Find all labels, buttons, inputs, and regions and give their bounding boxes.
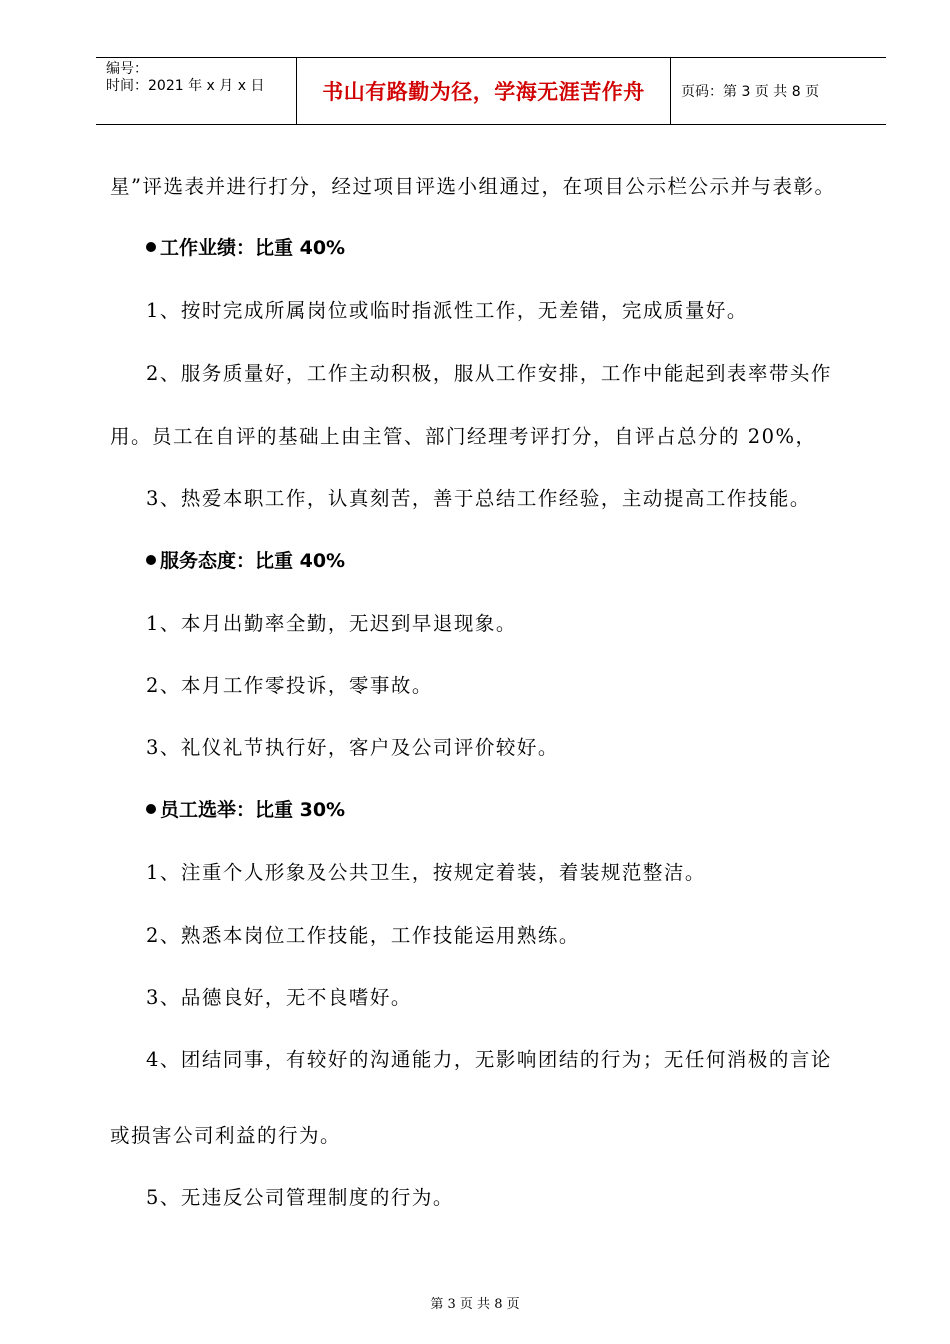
body-line: 2、本月工作零投诉，零事故。	[146, 674, 433, 697]
header-page-label: 页码：第 3 页 共 8 页	[681, 84, 820, 100]
document-number-label: 编号：	[106, 61, 148, 77]
body-line: 4、团结同事，有较好的沟通能力，无影响团结的行为；无任何消极的言论	[146, 1048, 832, 1071]
body-line: 3、热爱本职工作，认真刻苦，善于总结工作经验，主动提高工作技能。	[146, 487, 811, 510]
body-line: 3、礼仪礼节执行好，客户及公司评价较好。	[146, 736, 559, 759]
bullet-icon	[146, 804, 156, 814]
body-line: 用。员工在自评的基础上由主管、部门经理考评打分，自评占总分的 20%，	[110, 425, 817, 448]
header-meta	[96, 58, 297, 124]
section-heading-election: 员工选举：比重 30%	[146, 796, 345, 824]
document-time-label: 时间：2021 年 x 月 x 日	[106, 78, 265, 94]
bullet-icon	[146, 555, 156, 565]
page-footer: 第 3 页 共 8 页	[430, 1297, 520, 1312]
body-line: 2、熟悉本岗位工作技能，工作技能运用熟练。	[146, 924, 580, 947]
page-header	[96, 57, 886, 125]
body-line: 1、本月出勤率全勤，无迟到早退现象。	[146, 612, 517, 635]
body-line: 3、品德良好，无不良嗜好。	[146, 986, 412, 1009]
bullet-icon	[146, 242, 156, 252]
section-heading-performance: 工作业绩：比重 40%	[146, 234, 345, 262]
body-line: 2、服务质量好，工作主动积极，服从工作安排，工作中能起到表率带头作	[146, 362, 832, 385]
header-motto: 书山有路勤为径，学海无涯苦作舟	[297, 58, 671, 124]
body-line: 或损害公司利益的行为。	[110, 1124, 342, 1147]
body-line: 5、无违反公司管理制度的行为。	[146, 1186, 454, 1209]
body-line: 1、注重个人形象及公共卫生，按规定着装，着装规范整洁。	[146, 861, 706, 884]
body-line: 星”评选表并进行打分，经过项目评选小组通过，在项目公示栏公示并与表彰。	[110, 175, 836, 198]
section-heading-attitude: 服务态度：比重 40%	[146, 547, 345, 575]
body-line: 1、按时完成所属岗位或临时指派性工作，无差错，完成质量好。	[146, 299, 748, 322]
